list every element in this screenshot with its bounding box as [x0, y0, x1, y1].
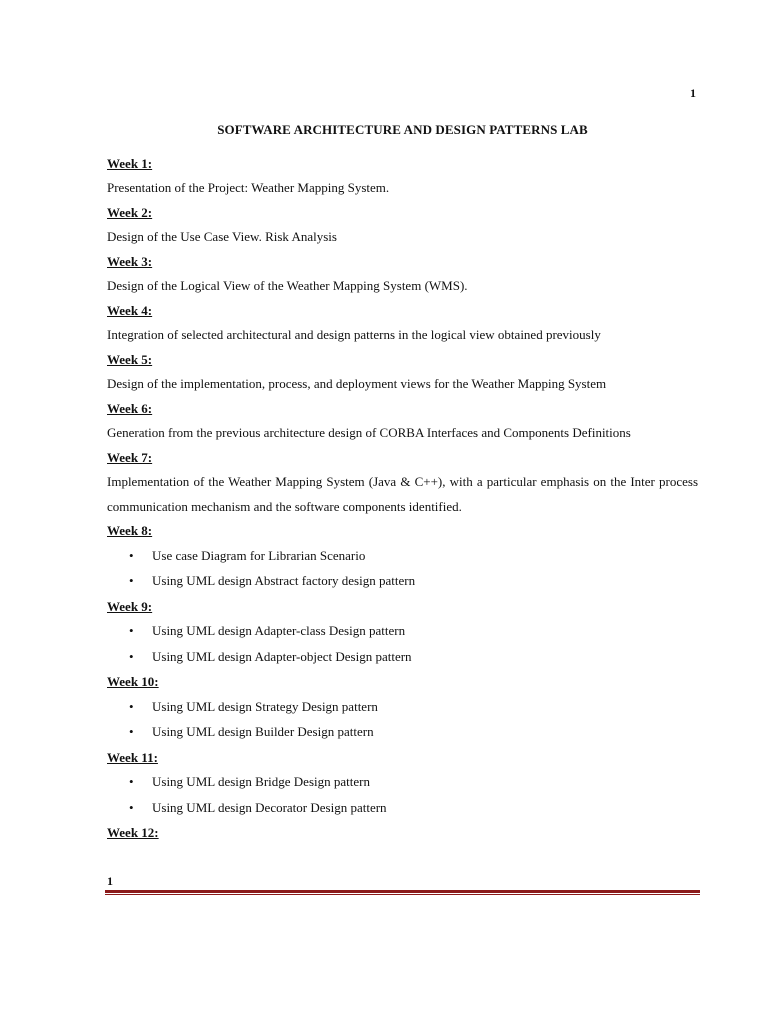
- footer-page-number: 1: [107, 874, 113, 888]
- bullet-icon: •: [129, 547, 134, 563]
- week-task-list: [107, 544, 698, 595]
- list-item: [107, 619, 698, 645]
- week-heading: Week 9:: [107, 598, 153, 614]
- bullet-icon: •: [129, 573, 134, 588]
- footer-divider: [105, 894, 700, 895]
- week-heading: Week 10:: [107, 674, 159, 689]
- bullet-icon: •: [129, 774, 134, 789]
- list-item: [107, 770, 698, 796]
- week-heading: Week 5:: [107, 351, 153, 367]
- bullet-icon: •: [129, 623, 134, 638]
- week-heading: Week 3:: [107, 253, 153, 269]
- week-heading: Week 12:: [107, 825, 159, 840]
- week-description: Generation from the previous architecture design of CORBA Interfaces and Components Definitions: [107, 425, 631, 440]
- bullet-icon: •: [129, 698, 134, 714]
- bullet-icon: •: [129, 648, 134, 664]
- list-item: [107, 645, 698, 671]
- list-item: [107, 695, 698, 721]
- week-task-list: [107, 770, 698, 821]
- list-item: [107, 569, 698, 595]
- list-item-text: Using UML design Strategy Design pattern: [152, 698, 378, 714]
- list-item-text: Using UML design Adapter-object Design pattern: [152, 648, 412, 664]
- list-item-text: Using UML design Decorator Design pattern: [152, 799, 387, 815]
- footer-divider: [105, 890, 700, 893]
- week-description: Implementation of the Weather Mapping System (Java & C++), with a particular emphasis on the Inter process communication mechanism and the software components identified.: [107, 474, 698, 514]
- list-item: [107, 796, 698, 822]
- bullet-icon: •: [129, 724, 134, 739]
- week-task-list: [107, 695, 698, 746]
- week-description: Design of the Logical View of the Weather Mapping System (WMS).: [107, 278, 468, 293]
- week-heading: Week 4:: [107, 302, 153, 318]
- week-task-list: [107, 619, 698, 670]
- week-heading: Week 6:: [107, 400, 153, 416]
- document-body: [107, 118, 698, 846]
- list-item-text: Using UML design Bridge Design pattern: [152, 774, 370, 789]
- week-heading: Week 2:: [107, 204, 153, 220]
- week-description: Design of the Use Case View. Risk Analysis: [107, 229, 337, 244]
- week-heading: Week 1:: [107, 155, 153, 171]
- list-item: [107, 544, 698, 570]
- document-title: SOFTWARE ARCHITECTURE AND DESIGN PATTERNS LAB: [217, 122, 588, 137]
- week-description: Presentation of the Project: Weather Mapping System.: [107, 180, 390, 195]
- list-item-text: Using UML design Abstract factory design pattern: [152, 573, 416, 588]
- bullet-icon: •: [129, 799, 134, 815]
- page-number-top: 1: [690, 86, 696, 100]
- list-item-text: Using UML design Builder Design pattern: [152, 724, 374, 739]
- week-heading: Week 7:: [107, 449, 153, 465]
- week-heading: Week 8:: [107, 523, 153, 538]
- list-item: [107, 720, 698, 746]
- week-description: Integration of selected architectural and design patterns in the logical view obtained previously: [107, 327, 601, 342]
- list-item-text: Using UML design Adapter-class Design pattern: [152, 623, 406, 638]
- week-heading: Week 11:: [107, 749, 158, 765]
- week-description: Design of the implementation, process, and deployment views for the Weather Mapping System: [107, 376, 607, 391]
- list-item-text: Use case Diagram for Librarian Scenario: [152, 547, 366, 563]
